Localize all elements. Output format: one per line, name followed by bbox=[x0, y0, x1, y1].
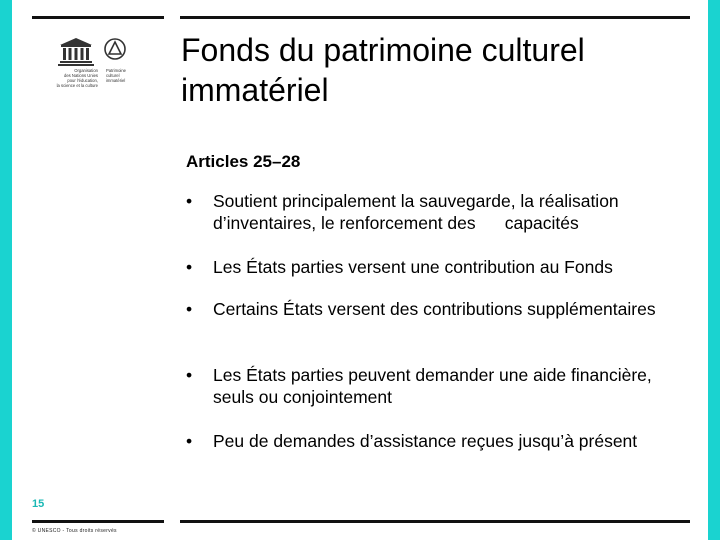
copyright-notice: © UNESCO - Tous droits réservés bbox=[32, 528, 117, 534]
bullet-marker: • bbox=[186, 257, 193, 277]
top-left-rule bbox=[32, 16, 164, 19]
bullet-text: Certains États versent des contributions supplémentaires bbox=[213, 299, 656, 319]
bottom-right-rule bbox=[180, 520, 690, 523]
unesco-logo bbox=[44, 32, 136, 94]
bullet-text: Les États parties peuvent demander une aide financière, seuls ou conjointement bbox=[213, 365, 652, 407]
bullet-text: Peu de demandes d’assistance reçues jusqu’à présent bbox=[213, 431, 638, 451]
bullet-item bbox=[186, 430, 683, 452]
bottom-notch bbox=[180, 520, 194, 521]
ich-caption: Patrimoine culturel immatériel bbox=[106, 68, 127, 83]
bullet-item bbox=[186, 256, 683, 278]
slide-title: Fonds du patrimoine culturel immatériel bbox=[181, 32, 585, 108]
top-notch bbox=[180, 16, 194, 17]
unesco-temple-icon bbox=[58, 36, 94, 66]
page-number: 15 bbox=[32, 498, 45, 510]
right-accent-border bbox=[708, 0, 720, 540]
bullet-item bbox=[186, 364, 683, 408]
bottom-left-rule bbox=[32, 520, 164, 523]
bullet-item bbox=[186, 190, 683, 234]
left-accent-border bbox=[0, 0, 12, 540]
unesco-caption: Organisation des Nations Unies pour l'éducation, la science et la culture bbox=[56, 68, 98, 88]
top-right-rule bbox=[180, 16, 690, 19]
bullet-item bbox=[186, 298, 683, 320]
ich-emblem-icon bbox=[104, 36, 126, 66]
slide-subtitle: Articles 25–28 bbox=[186, 152, 301, 171]
bullet-text: Soutient principalement la sauvegarde, la réalisation d’inventaires, le renforcement des capacités bbox=[213, 191, 619, 233]
bullet-marker: • bbox=[186, 299, 193, 319]
bullet-marker: • bbox=[186, 191, 193, 211]
bullet-marker: • bbox=[186, 365, 193, 385]
bullet-marker: • bbox=[186, 431, 193, 451]
bullet-text: Les États parties versent une contribution au Fonds bbox=[213, 257, 613, 277]
